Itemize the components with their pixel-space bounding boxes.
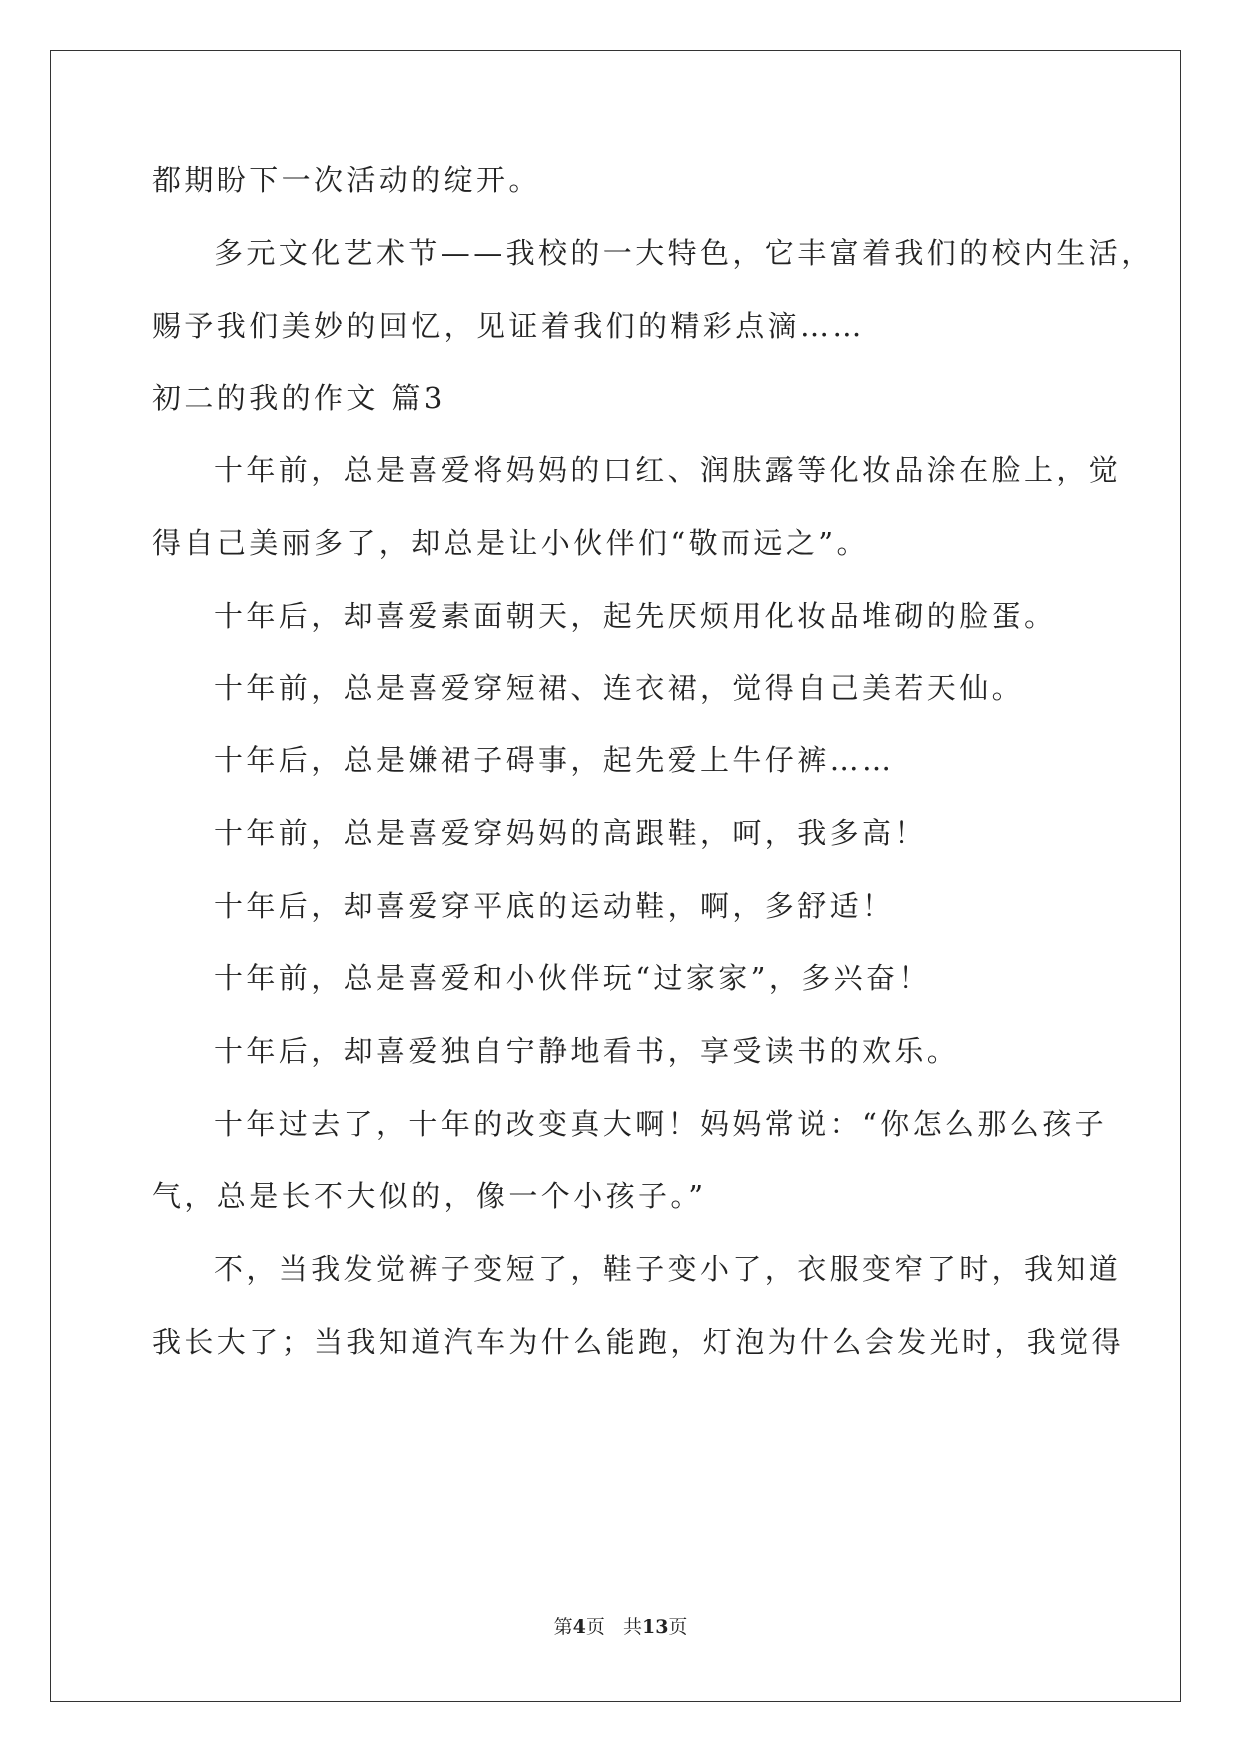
paragraph-line: 十年后，总是嫌裙子碍事，起先爱上牛仔裤…… [214,743,895,777]
paragraph-line: 我长大了；当我知道汽车为什么能跑，灯泡为什么会发光时，我觉得 [152,1325,1125,1359]
paragraph-line: 不，当我发觉裤子变短了，鞋子变小了，衣服变窄了时，我知道 [214,1252,1122,1286]
paragraph-line: 赐予我们美妙的回忆，见证着我们的精彩点滴…… [152,309,865,343]
paragraph-line: 十年后，却喜爱独自宁静地看书，享受读书的欢乐。 [214,1034,960,1068]
page-prefix: 第 [553,1616,573,1638]
paragraph-line: 十年前，总是喜爱穿妈妈的高跟鞋，呵，我多高！ [214,816,927,850]
page-border [50,50,1181,1702]
page-suffix: 页 [585,1616,605,1638]
paragraph-line: 十年前，总是喜爱穿短裙、连衣裙，觉得自己美若天仙。 [214,671,1025,705]
paragraph-line: 十年过去了，十年的改变真大啊！妈妈常说：“你怎么那么孩子 [214,1107,1108,1141]
total-prefix: 共 [622,1616,642,1638]
total-suffix: 页 [668,1616,688,1638]
page-number: 4 [572,1616,586,1638]
paragraph-line: 十年后，却喜爱素面朝天，起先厌烦用化妆品堆砌的脸蛋。 [214,599,1057,633]
page-footer [0,1612,1241,1639]
section-heading: 初二的我的作文 篇3 [152,381,446,415]
paragraph-line: 多元文化艺术节——我校的一大特色，它丰富着我们的校内生活， [214,236,1154,270]
paragraph-line: 都期盼下一次活动的绽开。 [152,163,541,197]
paragraph-line: 十年前，总是喜爱和小伙伴玩“过家家”，多兴奋！ [214,961,931,995]
paragraph-line: 十年后，却喜爱穿平底的运动鞋，啊，多舒适！ [214,889,895,923]
paragraph-line: 气，总是长不大似的，像一个小孩子。” [152,1179,707,1213]
paragraph-line: 十年前，总是喜爱将妈妈的口红、润肤露等化妆品涂在脸上，觉 [214,453,1122,487]
total-pages: 13 [641,1616,669,1638]
paragraph-line: 得自己美丽多了，却总是让小伙伴们“敬而远之”。 [152,526,869,560]
